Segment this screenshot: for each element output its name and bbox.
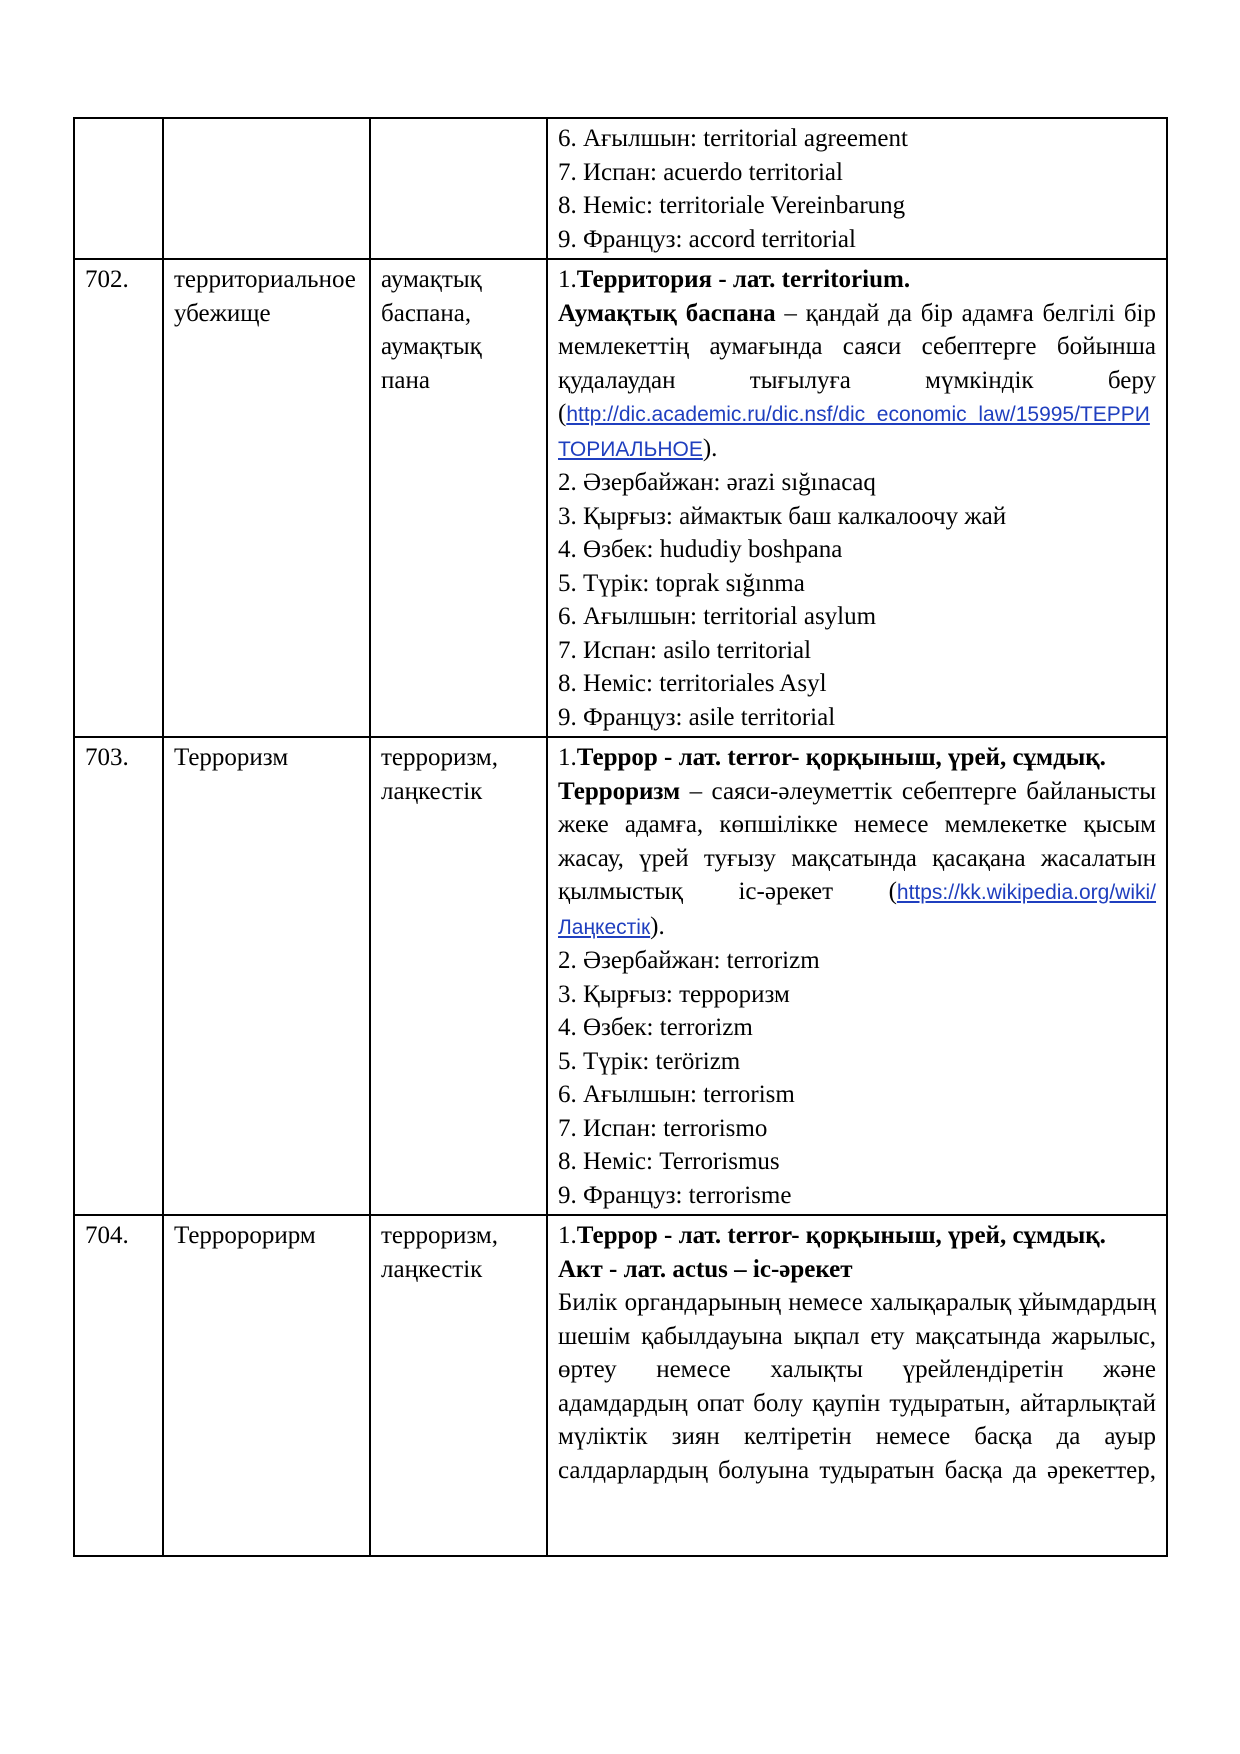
term-russian: Терроризм [163, 737, 370, 1215]
translation-line: 6. Ағылшын: terrorism [558, 1081, 795, 1108]
translation-line: 6. Ағылшын: territorial asylum [558, 603, 877, 630]
term-russian: Терророрирм [163, 1215, 370, 1556]
term-kazakh [370, 118, 547, 259]
translation-line: 9. Француз: accord territorial [558, 225, 856, 253]
definition-term: Терроризм [558, 777, 681, 805]
etymology-text: Террор - лат. terror- қорқыныш, үрей, сұмдық. [576, 744, 1106, 771]
etymology-prefix: 1. [558, 266, 577, 293]
table-row [74, 259, 1167, 737]
term-number: 704. [74, 1215, 163, 1556]
term-translations [547, 118, 1167, 259]
etymology-text: Террор - лат. terror- қорқыныш, үрей, сұмдық. [576, 1222, 1106, 1249]
source-link[interactable]: http://dic.academic.ru/dic.nsf/dic_economic_law/15995/ТЕРРИТОРИАЛЬНОЕ [558, 403, 1150, 461]
definition-term: Аумақтық баспана [558, 299, 776, 327]
source-link-wrap: (http://dic.academic.ru/dic.nsf/dic_economic_law/15995/ТЕРРИТОРИАЛЬНОЕ). [558, 400, 1150, 462]
translation-line: 5. Түрік: toprak sığınma [558, 569, 805, 597]
translation-line: 2. Әзербайжан: ərazi sığınacaq [558, 469, 876, 496]
term-number: 702. [74, 259, 163, 737]
definition-text: – саяси-әлеуметтік себептерге байланысты жеке адамға, көпшілікке немесе мемлекетке қысым жасау, үрей туғызу мақсатында қасақана жасалатын қылмыстық іс-әрекет [558, 777, 1156, 905]
translation-line: 3. Қырғыз: терроризм [558, 980, 790, 1008]
translation-line: 7. Испан: asilo territorial [558, 636, 812, 664]
translation-line: 6. Ағылшын: territorial agreement [558, 125, 908, 152]
terms-table [73, 117, 1168, 1557]
etymology-prefix: 1. [558, 1222, 577, 1249]
etymology [558, 263, 1156, 297]
definition-text: – қандай да бір адамға белгілі бір мемлекеттің аумағында саяси себептерге бойынша қудалаудан тығылуға мүмкіндік беру [558, 299, 1156, 394]
term-kazakh [370, 259, 547, 737]
translation-line: 4. Өзбек: terrorizm [558, 1014, 753, 1041]
term-kazakh: терроризм, лаңкестік [370, 1215, 547, 1556]
translation-line: 8. Неміс: territoriale Vereinbarung [558, 192, 906, 219]
definition [558, 297, 1156, 398]
term-russian [163, 259, 370, 737]
translation-line: 3. Қырғыз: аймактык баш калкалоочу жай [558, 502, 1007, 530]
translation-line: 9. Француз: terrorisme [558, 1181, 792, 1209]
etymology-secondary: Акт - лат. actus – іс-әрекет [558, 1255, 853, 1283]
table-row [74, 118, 1167, 259]
translation-line: 7. Испан: acuerdo territorial [558, 158, 843, 186]
translation-line: 4. Өзбек: hududiy boshpana [558, 536, 843, 563]
translation-line: 8. Неміс: territoriales Asyl [558, 670, 827, 697]
term-number: 703. [74, 737, 163, 1215]
etymology-text: Территория - лат. territorium. [576, 266, 911, 293]
table-row [74, 737, 1167, 1215]
term-translations [547, 259, 1167, 737]
etymology [558, 741, 1156, 775]
translation-line: 8. Неміс: Terrorismus [558, 1148, 780, 1175]
translation-line: 7. Испан: terrorismo [558, 1114, 768, 1142]
term-number [74, 118, 163, 259]
term-translations [547, 1215, 1167, 1556]
translation-line: 9. Француз: asile territorial [558, 703, 836, 731]
term-russian [163, 118, 370, 259]
term-kazakh: терроризм, лаңкестік [370, 737, 547, 1215]
term-russian-text: территориальное убежище [174, 266, 356, 327]
translation-line: 2. Әзербайжан: terrorizm [558, 947, 820, 974]
translation-line: 5. Түрік: terörizm [558, 1047, 741, 1075]
definition-body: Билік органдарының немесе халықаралық ұйымдардың шешім қабылдауына ықпал ету мақсатында жарылыс, өртеу немесе халықты үрейлендіретін және адамдардың опат болу қаупін тудыратын, айтарлықтай мүліктік зиян келтіретін немесе басқа да ауыр салдарлардың болуына тудыратын басқа да әрекеттер, [558, 1289, 1156, 1484]
term-translations [547, 737, 1167, 1215]
etymology-prefix: 1. [558, 744, 577, 771]
etymology [558, 1219, 1156, 1253]
definition: Терроризм – саяси-әлеуметтік себептерге байланысты жеке адамға, көпшілікке немесе мемлекетке қысым жасау, үрей туғызу мақсатында қасақана жасалатын қылмыстық іс-әрекет (https://kk.wikipedia.org/wiki/Лаңкестік). [558, 777, 1157, 940]
table-row [74, 1215, 1167, 1556]
source-link[interactable]: https://kk.wikipedia.org/wiki/Лаңкестік [558, 881, 1157, 939]
term-kazakh-text: аумақтық баспана, аумақтық пана [381, 266, 482, 394]
